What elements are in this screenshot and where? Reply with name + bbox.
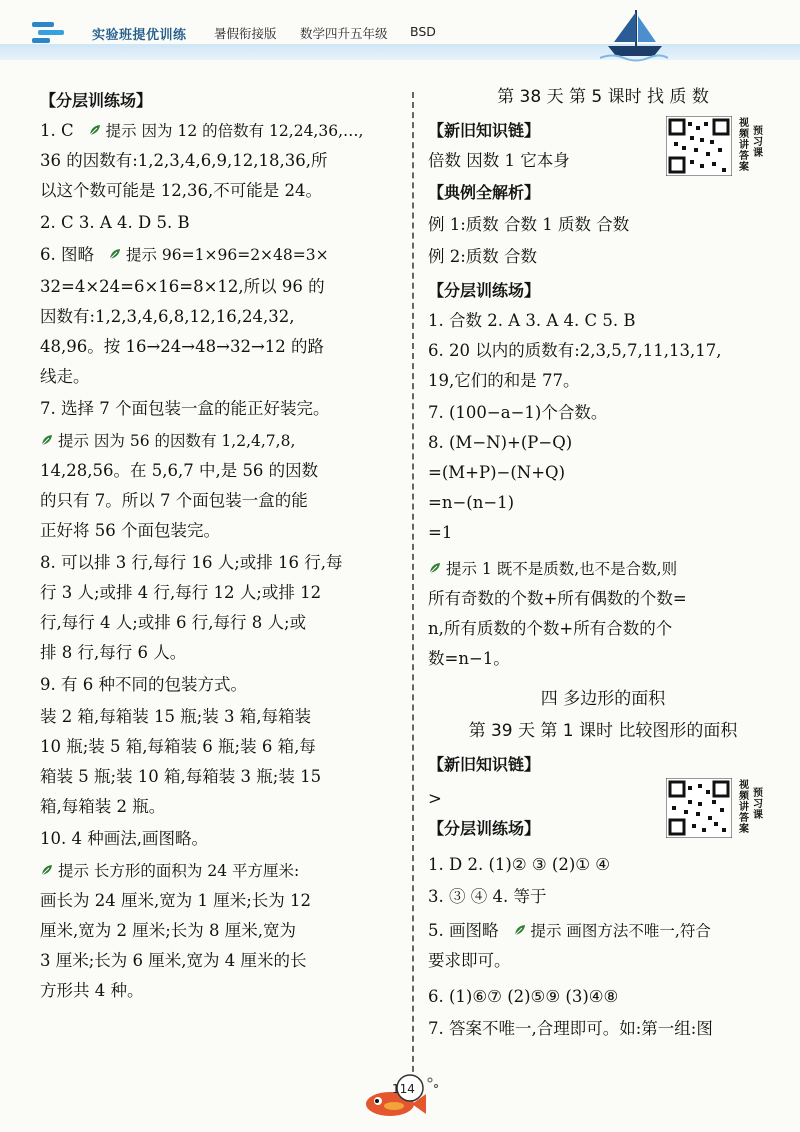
- answer-line: 要求即可。: [428, 951, 511, 970]
- answer-line: 48,96。按 16→24→48→32→12 的路: [40, 337, 325, 356]
- answer-line: 行,每行 4 人;或排 6 行,每行 8 人;或: [40, 613, 307, 632]
- answer-line: 1. D 2. (1)② ③ (2)① ④: [428, 855, 611, 874]
- answer-line: 1. C 提示 因为 12 的倍数有 12,24,36,…,: [40, 121, 364, 140]
- answer-line: 线走。: [40, 367, 90, 386]
- answer-line: 装 2 箱,每箱装 15 瓶;装 3 箱,每箱装: [40, 707, 312, 726]
- answer-line: =n−(n−1): [428, 493, 515, 512]
- answer-line: 提示 1 既不是质数,也不是合数,则: [428, 558, 677, 580]
- tip-leaf-icon: [108, 247, 122, 261]
- header-band: [0, 44, 800, 60]
- answer-line: 的只有 7。所以 7 个面包装一盒的能: [40, 491, 308, 510]
- answer-line: 14,28,56。在 5,6,7 中,是 56 的因数: [40, 461, 319, 480]
- answer-line: 5. 画图略 提示 画图方法不唯一,符合: [428, 921, 711, 940]
- answer-line: 提示 长方形的面积为 24 平方厘米:: [40, 860, 299, 882]
- answer-line: 例 1:质数 合数 1 质数 合数: [428, 215, 630, 234]
- answer-line: 行 3 人;或排 4 行,每行 12 人;或排 12: [40, 583, 322, 602]
- answer-line: 6. 图略 提示 96=1×96=2×48=3×: [40, 245, 329, 264]
- answer-line: 提示 因为 56 的因数有 1,2,4,7,8,: [40, 430, 295, 452]
- answer-line: 画长为 24 厘米,宽为 1 厘米;长为 12: [40, 891, 312, 910]
- answer-line: 7. (100−a−1)个合数。: [428, 403, 608, 422]
- brand-name: 实验班提优训练: [92, 28, 187, 43]
- lesson-title: 第 39 天 第 1 课时 比较图形的面积: [468, 721, 738, 741]
- answer-line: 6. (1)⑥⑦ (2)⑤⑨ (3)④⑧: [428, 987, 619, 1006]
- tip-leaf-icon: [40, 433, 54, 447]
- tip-leaf-icon: [40, 863, 54, 877]
- qr-label: 视频讲答案: [739, 780, 749, 835]
- answer-line: 19,它们的和是 77。: [428, 371, 580, 390]
- tip-leaf-icon: [513, 923, 527, 937]
- section-heading: 【典例全解析】: [428, 183, 541, 202]
- answer-line: 6. 20 以内的质数有:2,3,5,7,11,13,17,: [428, 341, 722, 360]
- answer-line: =1: [428, 523, 453, 542]
- section-heading: 【分层训练场】: [40, 91, 153, 110]
- qr-label-2: 预习课: [753, 126, 763, 159]
- answer-line: =(M+P)−(N+Q): [428, 463, 566, 482]
- tip-leaf-icon: [88, 123, 102, 137]
- answer-line: 例 2:质数 合数: [428, 247, 538, 266]
- page-header: [0, 0, 800, 62]
- answer-line: 32=4×24=6×16=8×12,所以 96 的: [40, 277, 325, 296]
- qr-label-2: 预习课: [753, 788, 763, 821]
- page-number: 114: [392, 1082, 415, 1096]
- section-heading: 【分层训练场】: [428, 819, 541, 838]
- answer-line: 7. 答案不唯一,合理即可。如:第一组:图: [428, 1019, 713, 1038]
- answer-line: n,所有质数的个数+所有合数的个: [428, 619, 673, 638]
- answer-line: 正好将 56 个面包装完。: [40, 521, 220, 540]
- answer-line: 36 的因数有:1,2,3,4,6,9,12,18,36,所: [40, 151, 328, 170]
- answer-line: 2. C 3. A 4. D 5. B: [40, 213, 190, 232]
- answer-line: 数=n−1。: [428, 649, 510, 668]
- answer-line: 箱装 5 瓶;装 10 箱,每箱装 3 瓶;装 15: [40, 767, 322, 786]
- publisher-code: BSD: [410, 24, 436, 39]
- sailboat-icon: [600, 6, 668, 62]
- tip-leaf-icon: [428, 561, 442, 575]
- answer-line: 3 厘米;长为 6 厘米,宽为 4 厘米的长: [40, 951, 307, 970]
- edition-label: 暑假衔接版: [214, 26, 277, 41]
- answer-line: 排 8 行,每行 6 人。: [40, 643, 187, 662]
- lesson-title: 四 多边形的面积: [540, 689, 666, 709]
- section-heading: 【新旧知识链】: [428, 755, 541, 774]
- answer-line: 以这个数可能是 12,36,不可能是 24。: [40, 181, 322, 200]
- answer-line: 7. 选择 7 个面包装一盒的能正好装完。: [40, 399, 330, 418]
- answer-line: 9. 有 6 种不同的包装方式。: [40, 675, 247, 694]
- brand-logo-icon: [30, 18, 86, 46]
- lesson-title: 第 38 天 第 5 课时 找 质 数: [497, 87, 709, 107]
- column-divider: [412, 92, 414, 1092]
- answer-line: 方形共 4 种。: [40, 981, 144, 1000]
- answer-line: 因数有:1,2,3,4,6,8,12,16,24,32,: [40, 307, 295, 326]
- qr-label: 视频讲答案: [739, 118, 749, 173]
- answer-line: 10 瓶;装 5 箱,每箱装 6 瓶;装 6 箱,每: [40, 737, 316, 756]
- subject-label: 数学四升五年级: [300, 26, 388, 41]
- section-heading: 【新旧知识链】: [428, 121, 541, 140]
- section-heading: 【分层训练场】: [428, 281, 541, 300]
- qr-code-icon: [666, 778, 732, 838]
- answer-line: 8. 可以排 3 行,每行 16 人;或排 16 行,每: [40, 553, 343, 572]
- answer-line: 箱,每箱装 2 瓶。: [40, 797, 166, 816]
- answer-line: 1. 合数 2. A 3. A 4. C 5. B: [428, 311, 636, 330]
- qr-code-icon: [666, 116, 732, 176]
- answer-line: >: [428, 789, 442, 808]
- answer-line: 倍数 因数 1 它本身: [428, 151, 570, 170]
- answer-line: 厘米,宽为 2 厘米;长为 8 厘米,宽为: [40, 921, 297, 940]
- answer-line: 10. 4 种画法,画图略。: [40, 829, 208, 848]
- answer-line: 8. (M−N)+(P−Q): [428, 433, 573, 452]
- answer-line: 3. ③ ④ 4. 等于: [428, 887, 547, 906]
- answer-line: 所有奇数的个数+所有偶数的个数=: [428, 589, 687, 608]
